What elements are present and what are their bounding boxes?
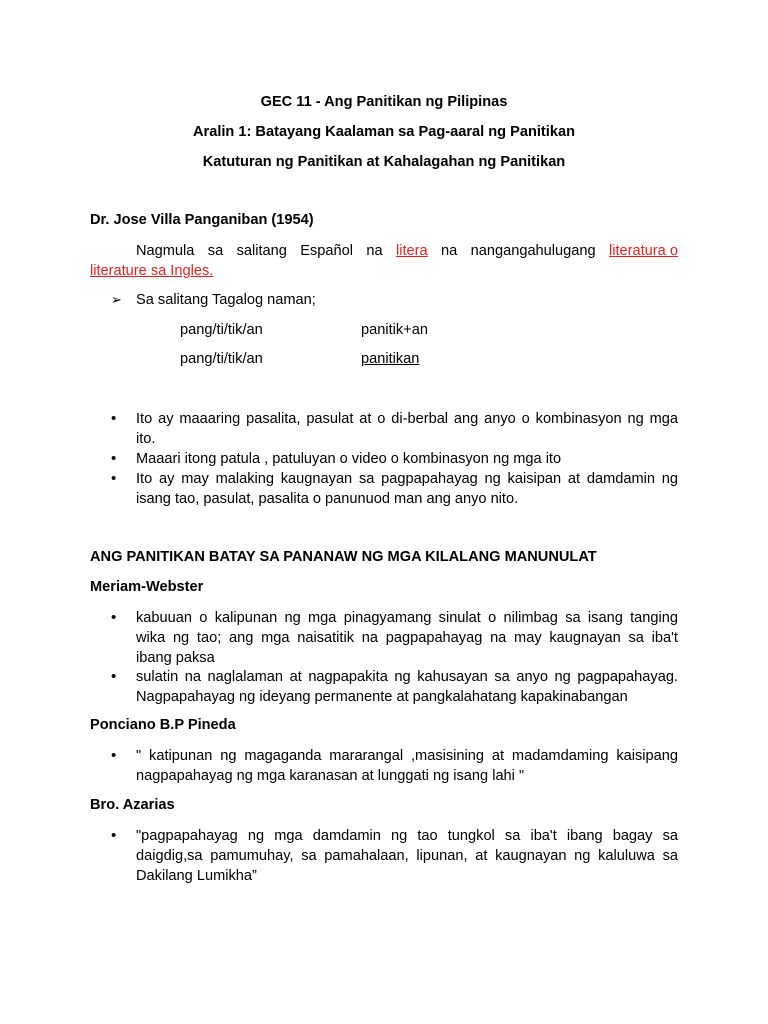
list-item-line: isang tao, pasulat, pasalita o panunuod man ang anyo nito. [136, 491, 519, 507]
bullet-icon: • [111, 410, 117, 427]
list-item [136, 469, 678, 509]
highlight-literatura: literatura o [609, 243, 678, 259]
bullet-icon: • [111, 747, 117, 764]
author-heading-azarias: Bro. Azarias [90, 797, 175, 813]
syllable-breakdown: pang/ti/tik/an [180, 351, 263, 367]
list-item-line: nagpapahayag ng mga karanasan at lunggati ng isang lahi " [136, 768, 525, 784]
list-item-line: "pagpapahayag ng mga damdamin ng tao tungkol sa iba't ibang bagay sa [136, 828, 678, 844]
para-word: nangangahulugang [470, 243, 596, 259]
word-formation: panitik+an [361, 322, 428, 338]
list-item-line: Ito ay may malaking kaugnayan sa pagpapahayag ng kaisipan at damdamin ng [136, 471, 678, 487]
word-result-panitikan: panitikan [361, 351, 420, 367]
list-item-line: daigdig,sa pamumuhay, sa pamahalaan, lipunan, at kaugnayan ng kaluluwa sa [136, 848, 678, 864]
bullet-icon: • [111, 609, 117, 626]
list-item-line: sulatin na naglalaman at nagpapakita ng kahusayan sa anyo ng pagpapahayag. [136, 669, 678, 685]
bullet-icon: • [111, 470, 117, 487]
list-item [136, 608, 678, 668]
arrow-bullet-icon: ➢ [111, 292, 122, 307]
para-word: na [366, 243, 383, 259]
list-item [136, 409, 678, 449]
list-item [136, 746, 678, 786]
para-word: Nagmula [136, 243, 195, 259]
list-item-line: " katipunan ng magaganda mararangal ,masisining at madamdaming kaisipang [136, 748, 678, 764]
syllable-breakdown: pang/ti/tik/an [180, 322, 263, 338]
list-item-line: Ito ay maaaring pasalita, pasulat at o di-berbal ang anyo o kombinasyon ng mga [136, 411, 678, 427]
section-heading: ANG PANITIKAN BATAY SA PANANAW NG MGA KILALANG MANUNULAT [90, 549, 597, 565]
list-item-line: kabuuan o kalipunan ng mga pinagyamang sinulat o nilimbag sa isang tanging [136, 610, 678, 626]
list-item-line: wika ng tao; ang mga naisatitik na pagpapahayag na may kaugnayan sa iba't [136, 630, 678, 646]
list-item-line: ibang paksa [136, 650, 215, 666]
highlight-litera: litera [396, 243, 428, 259]
author-heading-merriam-webster: Meriam-Webster [90, 579, 204, 595]
para-word: sa [207, 243, 224, 259]
document-title: GEC 11 - Ang Panitikan ng Pilipinas [260, 94, 508, 110]
author-heading-pineda: Ponciano B.P Pineda [90, 717, 236, 733]
list-item-line: Nagpapahayag ng ideyang permanente at pangkalahatang kapakinabangan [136, 689, 628, 705]
bullet-icon: • [111, 450, 117, 467]
bullet-icon: • [111, 827, 117, 844]
list-item-line: Dakilang Lumikha” [136, 868, 257, 884]
author-heading-panganiban: Dr. Jose Villa Panganiban (1954) [90, 212, 314, 228]
list-item-line: Maaari itong patula , patuluyan o video o kombinasyon ng mga ito [136, 451, 562, 467]
highlight-literature-english: literature sa Ingles. [90, 263, 214, 279]
list-item [136, 826, 678, 886]
arrow-list-item: Sa salitang Tagalog naman; [136, 292, 316, 308]
list-item [136, 449, 678, 469]
para-word: Español [300, 243, 354, 259]
list-item [136, 667, 678, 707]
definition-paragraph-line1 [136, 241, 678, 261]
para-word: salitang [236, 243, 287, 259]
para-word: na [441, 243, 458, 259]
lesson-title: Aralin 1: Batayang Kaalaman sa Pag-aaral ng Panitikan [192, 124, 575, 140]
bullet-icon: • [111, 668, 117, 685]
list-item-line: ito. [136, 431, 156, 447]
document-subtitle: Katuturan ng Panitikan at Kahalagahan ng Panitikan [202, 154, 566, 170]
